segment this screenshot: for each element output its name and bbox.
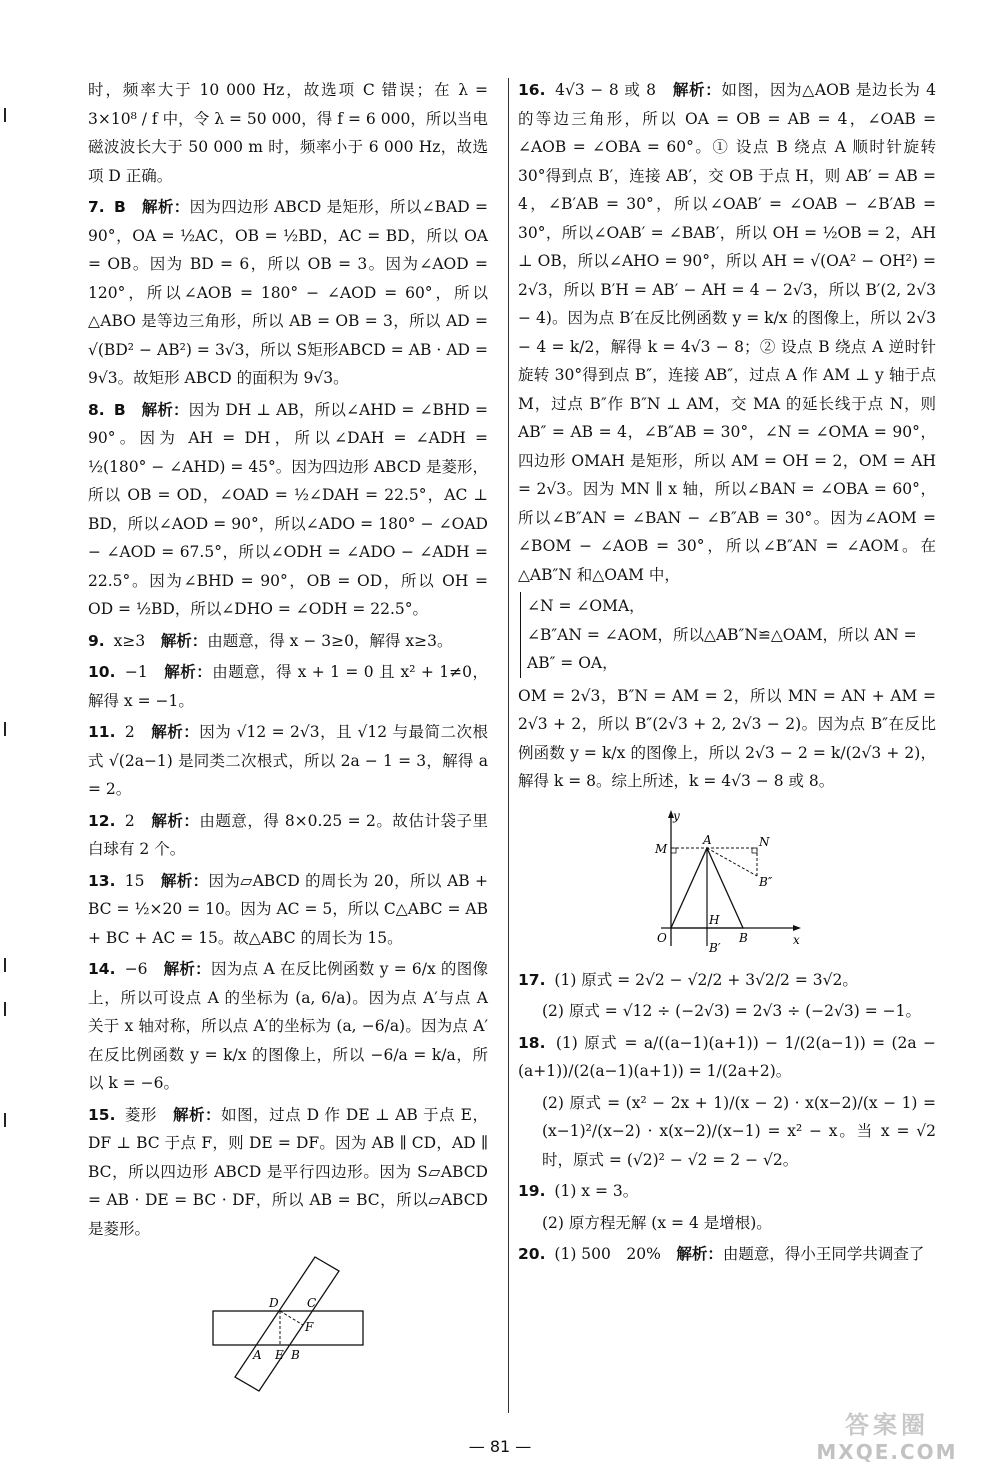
answer-item-7: 7. B 解析：因为四边形 ABCD 是矩形，所以∠BAD = 90°，OA = ½AC，OB = ½BD，AC = BD，所以 OA = OB。因为 BD = 6，所以 OB = 3。因为∠AOD = 120°，所以∠AOB = 180° − ∠AOD = 60°，所以△ABO 是等边三角形，所以 AB = OB = 3，所以 AD = √(BD² − AB²) = 3√3，所以 S矩形ABCD = AB · AD = 9√3。故矩形 ABCD 的面积为 9√3。 (88, 198, 488, 387)
continued-paragraph: 时，频率大于 10 000 Hz，故选项 C 错误；在 λ = 3×10⁸ / f 中，令 λ = 50 000，得 f = 6 000，所以当电磁波波长大于 50 000 m 时，频率小于 6 000 Hz，故选项 D 正确。 (88, 81, 488, 185)
vertex-label-b: B (291, 1348, 300, 1362)
site-watermark (792, 1405, 982, 1471)
page-number: — 81 — (468, 1437, 532, 1456)
answer-item-14: 14. −6 解析：因为点 A 在反比例函数 y = 6/x 的图像上，所以可设点 A 的坐标为 (a, 6/a)。因为点 A′与点 A 关于 x 轴对称，所以点 A′的坐标为 (a, −6/a)。因为点 A′在反比例函数 y = k/x 的图像上，所以 −6/a = k/a，所以 k = −6。 (88, 960, 488, 1092)
horizontal-strip (213, 1311, 363, 1345)
answer-item-9: 9. x≥3 解析：由题意，得 x − 3≥0，解得 x≥3。 (88, 631, 453, 650)
rhombus-overlap-figure (203, 1253, 373, 1393)
answer-item-19: 19. (1) x = 3。 (518, 1182, 639, 1200)
point-label-a: A (703, 832, 712, 847)
answer-item-10: 10. −1 解析：由题意，得 x + 1 = 0 且 x² + 1≠0，解得 x = −1。 (88, 663, 488, 710)
answer-item-8: 8. B 解析：因为 DH ⊥ AB，所以∠AHD = ∠BHD = 90°。因为 AH = DH，所以∠DAH = ∠ADH = ½(180° − ∠AHD) = 45°。因为四边形 ABCD 是菱形，所以 OB = OD，∠OAD = ½∠DAH = 22.5°，AC ⊥ BD，所以∠AOD = 90°，所以∠ADO = 180° − ∠OAD − ∠AOD = 67.5°，所以∠ODH = ∠ADO − ∠ADH = 22.5°。因为∠BHD = 90°，OB = OD，所以 OH = OD = ½BD，所以∠DHO = ∠ODH = 22.5°。 (88, 400, 488, 618)
axis-label-y: y (673, 808, 680, 823)
answer-item-12: 12. 2 解析：由题意，得 8×0.25 = 2。故估计袋子里白球有 2 个。 (88, 811, 488, 858)
margin-mark (4, 958, 12, 972)
axis-label-x: x (793, 932, 800, 947)
margin-mark (4, 722, 12, 736)
point-label-n: N (759, 834, 770, 849)
answer-item-13: 13. 15 解析：因为▱ABCD 的周长为 20，所以 AB + BC = ½×20 = 10。因为 AC = 5，所以 C△ABC = AB + BC + AC = 15。故△ABC 的周长为 15。 (88, 871, 488, 947)
x-axis-arrow (793, 925, 801, 931)
answer-item-16: 16. 4√3 − 8 或 8 解析：如图，因为△AOB 是边长为 4 的等边三角形，所以 OA = OB = AB = 4，∠OAB = ∠AOB = ∠OBA = 60°。① 设点 B 绕点 A 顺时针旋转 30°得到点 B′，连接 AB′，交 OB 于点 H，则 AB′ = AB = 4，∠B′AB = 30°，所以∠OAB′ = ∠OAB − ∠B′AB = 30°，所以∠OAB′ = ∠BAB′，所以 OH = ½OB = 2，AH ⊥ OB，所以∠AHO = 90°，所以 AH = √(OA² − OH²) = 2√3，所以 B′H = AB′ − AH = 4 − 2√3，所以 B′(2, 2√3 − 4)。因为点 B′在反比例函数 y = k/x 的图像上，所以 2√3 − 4 = k/2，解得 k = 4√3 − 8；② 设点 B 绕点 A 逆时针旋转 30°得到点 B″，连接 AB″，过点 A 作 AM ⊥ y 轴于点 M，过点 B″作 B″N ⊥ AM，交 MA 的延长线于点 N，则 AB″ = AB = 4，∠B″AB = 30°，∠N = ∠OMA = 90°，四边形 OMAH 是矩形，所以 AM = OH = 2，OM = AH = 2√3。因为 MN ∥ x 轴，所以∠BAN = ∠OBA = 60°，所以∠B″AN = ∠BAN − ∠B″AB = 30°。因为∠AOM = ∠BOM − ∠AOB = 30°，所以∠B″AN = ∠AOM。在△AB″N 和△OAM 中， (518, 81, 936, 584)
point-label-f: F (305, 1320, 314, 1334)
watermark-url: MXQE.COM (816, 1440, 958, 1464)
vertex-label-d: D (269, 1296, 279, 1310)
answer-item-17-part-2: (2) 原式 = √12 ÷ (−2√3) = 2√3 ÷ (−2√3) = −1。 (542, 1002, 922, 1020)
margin-mark (4, 108, 12, 122)
answer-item-18: 18. (1) 原式 = a/((a−1)(a+1)) − 1/(2(a−1)) = (2a − (a+1))/(2(a−1)(a+1)) = 1/(2a+2)。 (518, 1033, 936, 1080)
answer-item-18-part-2: (2) 原式 = (x² − 2x + 1)/(x − 2) · x(x−2)/(x − 1) = (x−1)²/(x−2) · x(x−2)/(x−1) = x² − x。当 x = √2 时，原式 = (√2)² − √2 = 2 − √2。 (542, 1093, 936, 1169)
point-label-b-double-prime: B″ (759, 874, 773, 889)
point-label-m: M (655, 841, 668, 856)
equation-system: ∠N = ∠OMA， ∠B″AN = ∠AOM，所以△AB″N≌△OAM，所以 AN = AB″ = OA， (520, 592, 936, 678)
coordinate-figure (647, 806, 807, 956)
answer-item-19-part-2: (2) 原方程无解 (x = 4 是增根)。 (542, 1213, 772, 1232)
answer-item-16-continued: OM = 2√3，B″N = AM = 2，所以 MN = AN + AM = 2√3 + 2，所以 B″(2√3 + 2, 2√3 − 2)。因为点 B″在反比例函数 y = k/x 的图像上，所以 2√3 − 2 = k/(2√3 + 2)，解得 k = 8。综上所述，k = 4√3 − 8 或 8。 (518, 686, 936, 790)
margin-mark (4, 1002, 12, 1016)
point-label-h: H (709, 912, 720, 927)
answer-item-15: 15. 菱形 解析：如图，过点 D 作 DE ⊥ AB 于点 E，DF ⊥ BC 于点 F，则 DE = DF。因为 AB ∥ CD，AD ∥ BC，所以四边形 ABCD 是平行四边形。因为 S▱ABCD = AB · DE = BC · DF，所以 AB = BC，所以▱ABCD 是菱形。 (88, 1105, 488, 1238)
segment-ab-double-prime (707, 848, 757, 876)
right-column (518, 76, 936, 1272)
slanted-strip (235, 1257, 339, 1391)
right-angle-mark-m (671, 848, 676, 853)
watermark-logo-text: 答案圈 (845, 1411, 929, 1439)
right-angle-mark-n (752, 848, 757, 853)
vertex-label-a: A (253, 1348, 262, 1362)
left-column (88, 76, 488, 1403)
origin-label-o: O (657, 930, 667, 945)
perpendicular-df (280, 1311, 303, 1325)
point-label-b: B (739, 930, 748, 945)
margin-mark (4, 1113, 12, 1127)
answer-item-11: 11. 2 解析：因为 √12 = 2√3，且 √12 与最简二次根式 √(2a−1) 是同类二次根式，所以 2a − 1 = 3，解得 a = 2。 (88, 723, 488, 798)
point-label-e: E (275, 1348, 284, 1362)
answer-item-20: 20. (1) 500 20% 解析：由题意，得小王同学共调查了 (518, 1245, 925, 1263)
vertex-label-c: C (307, 1296, 317, 1310)
answer-item-17: 17. (1) 原式 = 2√2 − √2/2 + 3√2/2 = 3√2。 (518, 970, 858, 989)
point-label-b-prime: B′ (709, 940, 721, 955)
column-divider (508, 78, 509, 1413)
